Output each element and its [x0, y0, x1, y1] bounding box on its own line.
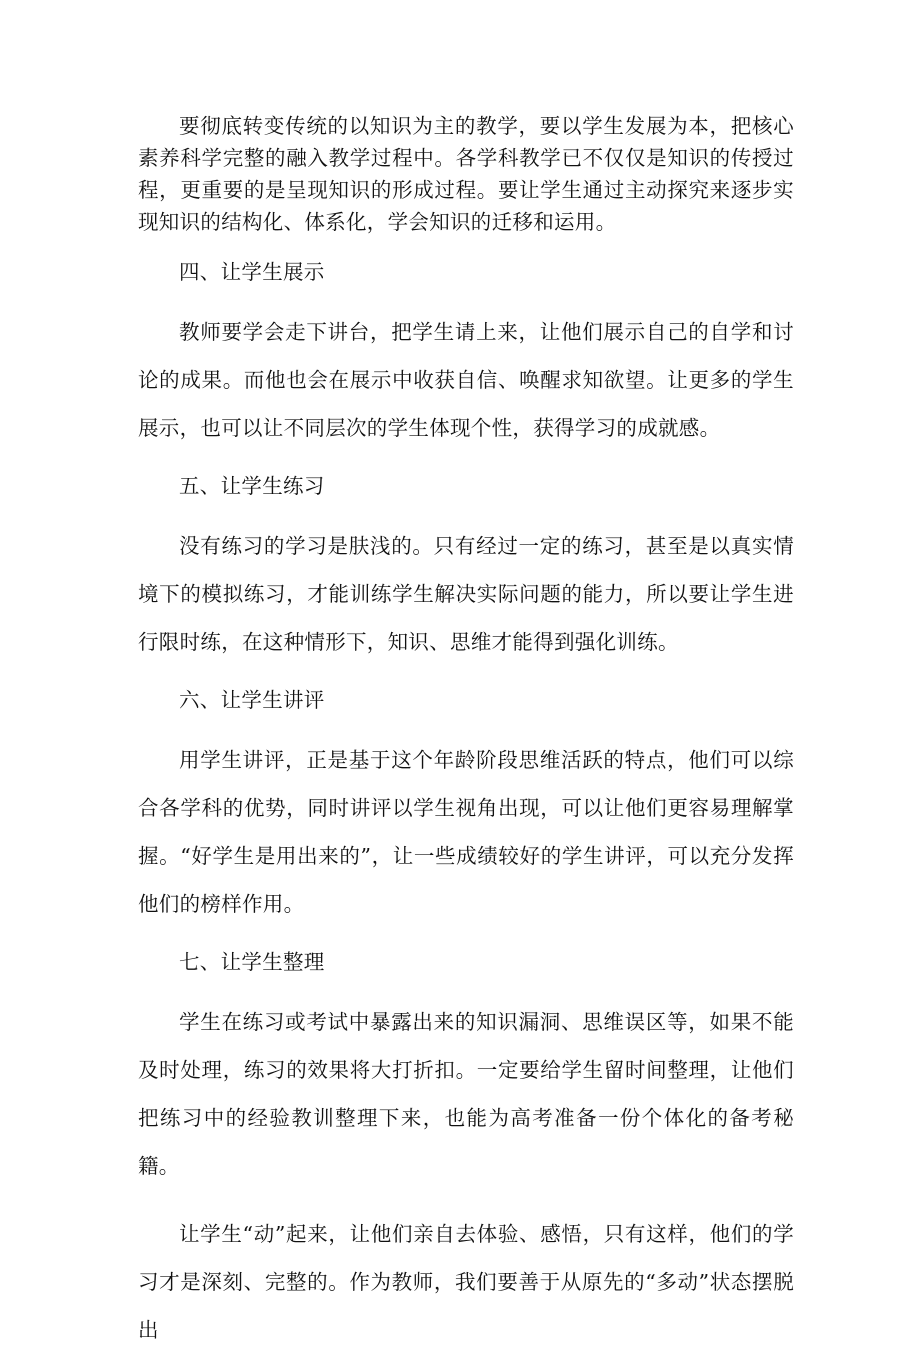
- spacer: [138, 1190, 794, 1210]
- spacer: [138, 978, 794, 998]
- spacer: [138, 288, 794, 308]
- document-page: [138, 110, 794, 1354]
- heading-student-display: 四、让学生展示: [179, 260, 325, 284]
- paragraph-student-review: 用学生讲评，正是基于这个年龄阶段思维活跃的特点，他们可以综合各学科的优势，同时讲评以学生视角出现，可以让他们更容易理解掌握。“好学生是用出来的”，让一些成绩较好的学生讲评，可以充分发挥他们的榜样作用。: [138, 748, 794, 916]
- heading-student-review: 六、让学生讲评: [179, 688, 325, 712]
- paragraph-core-literacy: 要彻底转变传统的以知识为主的教学，要以学生发展为本，把核心素养科学完整的融入教学过程中。各学科教学已不仅仅是知识的传授过程，更重要的是呈现知识的形成过程。要让学生通过主动探究来逐步实现知识的结构化、体系化，学会知识的迁移和运用。: [138, 114, 794, 234]
- spacer: [138, 502, 794, 522]
- spacer: [138, 716, 794, 736]
- paragraph-student-practice: 没有练习的学习是肤浅的。只有经过一定的练习，甚至是以真实情境下的模拟练习，才能训练学生解决实际问题的能力，所以要让学生进行限时练，在这种情形下，知识、思维才能得到强化训练。: [138, 534, 794, 654]
- heading-student-organize: 七、让学生整理: [179, 950, 325, 974]
- heading-student-practice: 五、让学生练习: [179, 474, 325, 498]
- spacer: [138, 666, 794, 684]
- paragraph-student-display: 教师要学会走下讲台，把学生请上来，让他们展示自己的自学和讨论的成果。而他也会在展示中收获自信、唤醒求知欲望。让更多的学生展示，也可以让不同层次的学生体现个性，获得学习的成就感。: [138, 320, 794, 440]
- spacer: [138, 452, 794, 470]
- spacer: [138, 238, 794, 256]
- paragraph-conclusion: 让学生“动”起来，让他们亲自去体验、感悟，只有这样，他们的学习才是深刻、完整的。作为教师，我们要善于从原先的“多动”状态摆脱出: [138, 1222, 794, 1342]
- spacer: [138, 928, 794, 946]
- paragraph-student-organize: 学生在练习或考试中暴露出来的知识漏洞、思维误区等，如果不能及时处理，练习的效果将大打折扣。一定要给学生留时间整理，让他们把练习中的经验教训整理下来，也能为高考准备一份个体化的备考秘籍。: [138, 1010, 794, 1178]
